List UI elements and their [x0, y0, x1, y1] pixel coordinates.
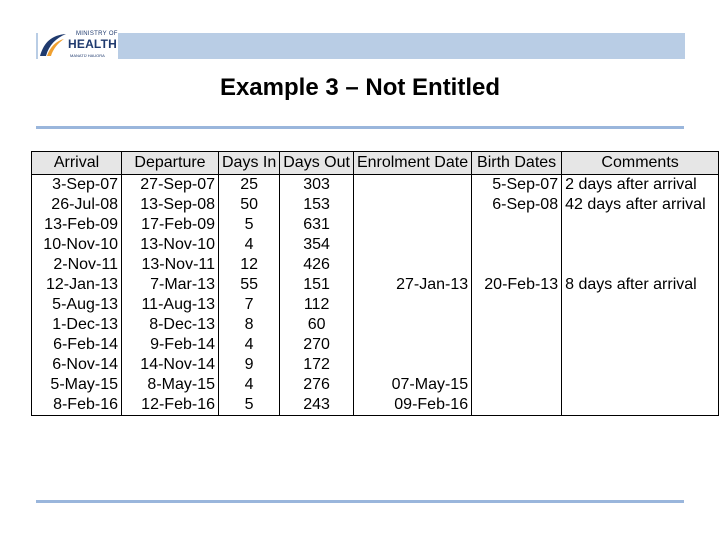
cell-days-out: 276	[280, 375, 354, 395]
cell-departure: 7-Mar-13	[122, 275, 219, 295]
cell-comment	[562, 375, 719, 395]
cell-birth-date	[472, 215, 562, 235]
cell-days-in: 7	[219, 295, 280, 315]
cell-days-in: 5	[219, 215, 280, 235]
cell-arrival: 13-Feb-09	[32, 215, 122, 235]
cell-arrival: 2-Nov-11	[32, 255, 122, 275]
cell-enrolment-date	[353, 315, 471, 335]
cell-comment: 8 days after arrival	[562, 275, 719, 295]
cell-birth-date	[472, 295, 562, 315]
cell-days-out: 631	[280, 215, 354, 235]
cell-days-out: 172	[280, 355, 354, 375]
cell-days-in: 8	[219, 315, 280, 335]
cell-enrolment-date	[353, 195, 471, 215]
cell-departure: 11-Aug-13	[122, 295, 219, 315]
cell-days-in: 25	[219, 175, 280, 196]
cell-days-in: 4	[219, 335, 280, 355]
cell-days-out: 151	[280, 275, 354, 295]
cell-departure: 13-Nov-10	[122, 235, 219, 255]
cell-enrolment-date	[353, 235, 471, 255]
cell-days-in: 12	[219, 255, 280, 275]
cell-birth-date: 6-Sep-08	[472, 195, 562, 215]
cell-days-out: 303	[280, 175, 354, 196]
cell-enrolment-date	[353, 355, 471, 375]
cell-enrolment-date: 27-Jan-13	[353, 275, 471, 295]
cell-departure: 27-Sep-07	[122, 175, 219, 196]
table-row	[32, 195, 719, 215]
cell-departure: 13-Nov-11	[122, 255, 219, 275]
cell-birth-date: 5-Sep-07	[472, 175, 562, 196]
logo-text-maori: MANATŪ HAUORA	[70, 53, 105, 58]
cell-birth-date	[472, 375, 562, 395]
cell-days-out: 270	[280, 335, 354, 355]
cell-enrolment-date	[353, 215, 471, 235]
table-row	[32, 215, 719, 235]
cell-birth-date: 20-Feb-13	[472, 275, 562, 295]
divider-top	[36, 126, 684, 129]
cell-days-in: 55	[219, 275, 280, 295]
column-header-enrolment-date: Enrolment Date	[353, 152, 471, 175]
cell-enrolment-date: 09-Feb-16	[353, 395, 471, 416]
cell-days-in: 5	[219, 395, 280, 416]
cell-departure: 9-Feb-14	[122, 335, 219, 355]
cell-arrival: 8-Feb-16	[32, 395, 122, 416]
cell-departure: 14-Nov-14	[122, 355, 219, 375]
cell-enrolment-date	[353, 335, 471, 355]
cell-days-in: 9	[219, 355, 280, 375]
cell-enrolment-date	[353, 175, 471, 196]
cell-days-in: 50	[219, 195, 280, 215]
cell-birth-date	[472, 235, 562, 255]
cell-departure: 13-Sep-08	[122, 195, 219, 215]
page-title: Example 3 – Not Entitled	[219, 74, 501, 101]
cell-days-out: 426	[280, 255, 354, 275]
table-row	[32, 395, 719, 416]
table-header-row	[32, 152, 719, 175]
table-row	[32, 375, 719, 395]
cell-days-in: 4	[219, 235, 280, 255]
cell-comment	[562, 335, 719, 355]
column-header-days-in: Days In	[219, 152, 280, 175]
cell-departure: 17-Feb-09	[122, 215, 219, 235]
cell-comment	[562, 395, 719, 416]
cell-comment	[562, 355, 719, 375]
cell-comment: 42 days after arrival	[562, 195, 719, 215]
table-row	[32, 315, 719, 335]
cell-departure: 8-May-15	[122, 375, 219, 395]
cell-birth-date	[472, 255, 562, 275]
cell-comment	[562, 215, 719, 235]
table-row	[32, 235, 719, 255]
cell-birth-date	[472, 335, 562, 355]
cell-days-out: 243	[280, 395, 354, 416]
table-row	[32, 335, 719, 355]
cell-days-out: 112	[280, 295, 354, 315]
cell-birth-date	[472, 355, 562, 375]
column-header-departure: Departure	[122, 152, 219, 175]
header-banner	[36, 33, 685, 59]
cell-enrolment-date	[353, 255, 471, 275]
table-row	[32, 275, 719, 295]
cell-days-out: 153	[280, 195, 354, 215]
column-header-arrival: Arrival	[32, 152, 122, 175]
divider-bottom	[36, 500, 684, 503]
cell-departure: 12-Feb-16	[122, 395, 219, 416]
ministry-logo	[38, 28, 118, 64]
cell-arrival: 12-Jan-13	[32, 275, 122, 295]
table-row	[32, 255, 719, 275]
table-row	[32, 295, 719, 315]
cell-days-out: 60	[280, 315, 354, 335]
fern-icon	[38, 32, 68, 58]
logo-text-ministry: MINISTRY OF	[76, 31, 118, 37]
cell-comment	[562, 255, 719, 275]
cell-days-out: 354	[280, 235, 354, 255]
cell-birth-date	[472, 315, 562, 335]
column-header-birth-dates: Birth Dates	[472, 152, 562, 175]
cell-enrolment-date	[353, 295, 471, 315]
cell-days-in: 4	[219, 375, 280, 395]
cell-arrival: 3-Sep-07	[32, 175, 122, 196]
table-row	[32, 175, 719, 196]
cell-arrival: 6-Nov-14	[32, 355, 122, 375]
logo-text-health: HEALTH	[68, 37, 117, 51]
cell-arrival: 10-Nov-10	[32, 235, 122, 255]
cell-arrival: 6-Feb-14	[32, 335, 122, 355]
cell-comment	[562, 315, 719, 335]
table-row	[32, 355, 719, 375]
cell-arrival: 26-Jul-08	[32, 195, 122, 215]
column-header-comments: Comments	[562, 152, 719, 175]
cell-comment: 2 days after arrival	[562, 175, 719, 196]
cell-enrolment-date: 07-May-15	[353, 375, 471, 395]
cell-comment	[562, 295, 719, 315]
entitlement-table	[31, 151, 719, 416]
cell-comment	[562, 235, 719, 255]
cell-arrival: 5-May-15	[32, 375, 122, 395]
cell-arrival: 1-Dec-13	[32, 315, 122, 335]
cell-departure: 8-Dec-13	[122, 315, 219, 335]
cell-arrival: 5-Aug-13	[32, 295, 122, 315]
cell-birth-date	[472, 395, 562, 416]
column-header-days-out: Days Out	[280, 152, 354, 175]
